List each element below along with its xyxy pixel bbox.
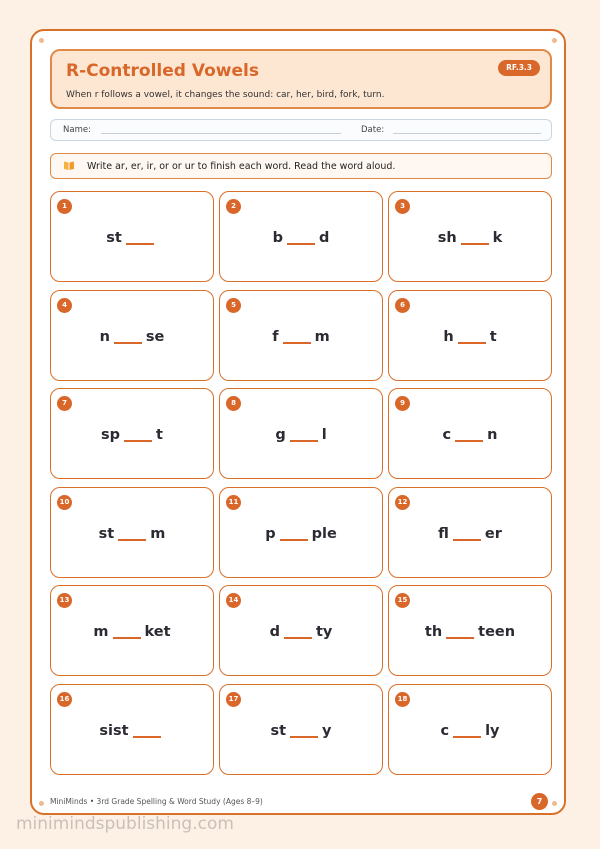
word-end: d (319, 230, 330, 246)
word-card (50, 684, 214, 775)
word-card (219, 388, 383, 479)
corner-dot (39, 801, 44, 806)
word-card (219, 290, 383, 381)
word-card (388, 487, 552, 578)
word-puzzle (220, 526, 382, 542)
word-start: c (440, 723, 450, 739)
word-puzzle (389, 526, 551, 542)
word-start: g (275, 427, 286, 443)
answer-blank[interactable] (453, 736, 481, 738)
card-number-badge: 12 (395, 495, 410, 510)
page-title: R-Controlled Vowels (66, 61, 259, 81)
name-label: Name: (63, 125, 91, 135)
answer-blank[interactable] (113, 637, 141, 639)
word-end: m (150, 526, 166, 542)
card-number-badge: 13 (57, 593, 72, 608)
word-puzzle (51, 427, 213, 443)
answer-blank[interactable] (446, 637, 474, 639)
word-card (50, 388, 214, 479)
card-number-badge: 10 (57, 495, 72, 510)
name-line[interactable] (101, 133, 341, 134)
answer-blank[interactable] (453, 539, 481, 541)
answer-blank[interactable] (284, 637, 312, 639)
word-card (50, 191, 214, 282)
card-number-badge: 17 (226, 692, 241, 707)
word-start: h (443, 329, 454, 345)
word-puzzle (220, 427, 382, 443)
word-puzzle (51, 526, 213, 542)
watermark: minimindspublishing.com (16, 814, 234, 834)
word-card (219, 684, 383, 775)
instructions-box (50, 153, 552, 179)
card-number-badge: 18 (395, 692, 410, 707)
word-card (388, 585, 552, 676)
word-end: m (314, 329, 330, 345)
answer-blank[interactable] (114, 342, 142, 344)
word-start: f (272, 329, 279, 345)
word-end: k (492, 230, 503, 246)
word-start: b (272, 230, 283, 246)
word-puzzle (51, 230, 213, 246)
word-puzzle (389, 329, 551, 345)
word-start: sp (101, 427, 121, 443)
word-puzzle (220, 723, 382, 739)
word-start: st (98, 526, 115, 542)
answer-blank[interactable] (118, 539, 146, 541)
answer-blank[interactable] (283, 342, 311, 344)
name-date-bar (50, 119, 552, 141)
corner-dot (39, 38, 44, 43)
answer-blank[interactable] (290, 440, 318, 442)
word-end: t (156, 427, 163, 443)
word-end: ple (311, 526, 337, 542)
answer-blank[interactable] (458, 342, 486, 344)
instructions-text: Write ar, er, ir, or or ur to finish each word. Read the word aloud. (87, 161, 396, 172)
answer-blank[interactable] (461, 243, 489, 245)
word-start: n (99, 329, 110, 345)
footer-text: MiniMinds • 3rd Grade Spelling & Word Study (Ages 8–9) (50, 797, 263, 806)
answer-blank[interactable] (290, 736, 318, 738)
card-number-badge: 1 (57, 199, 72, 214)
word-end: ly (485, 723, 500, 739)
word-card (50, 487, 214, 578)
card-number-badge: 11 (226, 495, 241, 510)
word-card (388, 191, 552, 282)
word-start: st (270, 723, 287, 739)
word-end: l (321, 427, 327, 443)
card-number-badge: 6 (395, 298, 410, 313)
page-subtitle: When r follows a vowel, it changes the sound: car, her, bird, fork, turn. (66, 90, 385, 100)
word-puzzle (51, 329, 213, 345)
word-puzzle (389, 723, 551, 739)
card-number-badge: 14 (226, 593, 241, 608)
word-start: d (269, 624, 280, 640)
corner-dot (552, 801, 557, 806)
word-puzzle (51, 723, 213, 739)
word-card (50, 290, 214, 381)
word-card (388, 290, 552, 381)
card-number-badge: 8 (226, 396, 241, 411)
word-puzzle (220, 230, 382, 246)
card-number-badge: 16 (57, 692, 72, 707)
date-line[interactable] (393, 133, 541, 134)
word-end: teen (478, 624, 516, 640)
word-start: m (93, 624, 109, 640)
corner-dot (552, 38, 557, 43)
word-card (219, 487, 383, 578)
date-label: Date: (361, 125, 385, 135)
answer-blank[interactable] (455, 440, 483, 442)
word-card (388, 684, 552, 775)
book-icon (63, 160, 75, 171)
worksheet-header (50, 49, 552, 109)
answer-blank[interactable] (280, 539, 308, 541)
answer-blank[interactable] (133, 736, 161, 738)
card-number-badge: 15 (395, 593, 410, 608)
word-end: y (322, 723, 332, 739)
card-number-badge: 7 (57, 396, 72, 411)
word-end: ket (144, 624, 171, 640)
word-puzzle (220, 329, 382, 345)
word-start: fl (438, 526, 449, 542)
word-card (388, 388, 552, 479)
word-card (219, 191, 383, 282)
card-number-badge: 2 (226, 199, 241, 214)
word-end: n (487, 427, 498, 443)
word-end: t (489, 329, 497, 345)
word-end: ty (316, 624, 333, 640)
word-card (50, 585, 214, 676)
worksheet-page (30, 29, 566, 815)
word-start: sist (99, 723, 129, 739)
word-puzzle (389, 624, 551, 640)
card-number-badge: 4 (57, 298, 72, 313)
word-card (219, 585, 383, 676)
answer-blank[interactable] (126, 243, 154, 245)
word-start: th (424, 624, 443, 640)
word-end: se (145, 329, 165, 345)
word-start: sh (437, 230, 457, 246)
word-puzzle (389, 230, 551, 246)
word-end: er (484, 526, 502, 542)
word-start: st (106, 230, 122, 246)
card-number-badge: 9 (395, 396, 410, 411)
word-puzzle (220, 624, 382, 640)
answer-blank[interactable] (287, 243, 315, 245)
answer-blank[interactable] (124, 440, 152, 442)
card-number-badge: 5 (226, 298, 241, 313)
standard-code-badge: RF.3.3 (498, 60, 540, 76)
word-start: c (442, 427, 452, 443)
word-puzzle (389, 427, 551, 443)
word-puzzle (51, 624, 213, 640)
page-number-badge: 7 (531, 793, 548, 810)
word-start: p (265, 526, 276, 542)
card-number-badge: 3 (395, 199, 410, 214)
